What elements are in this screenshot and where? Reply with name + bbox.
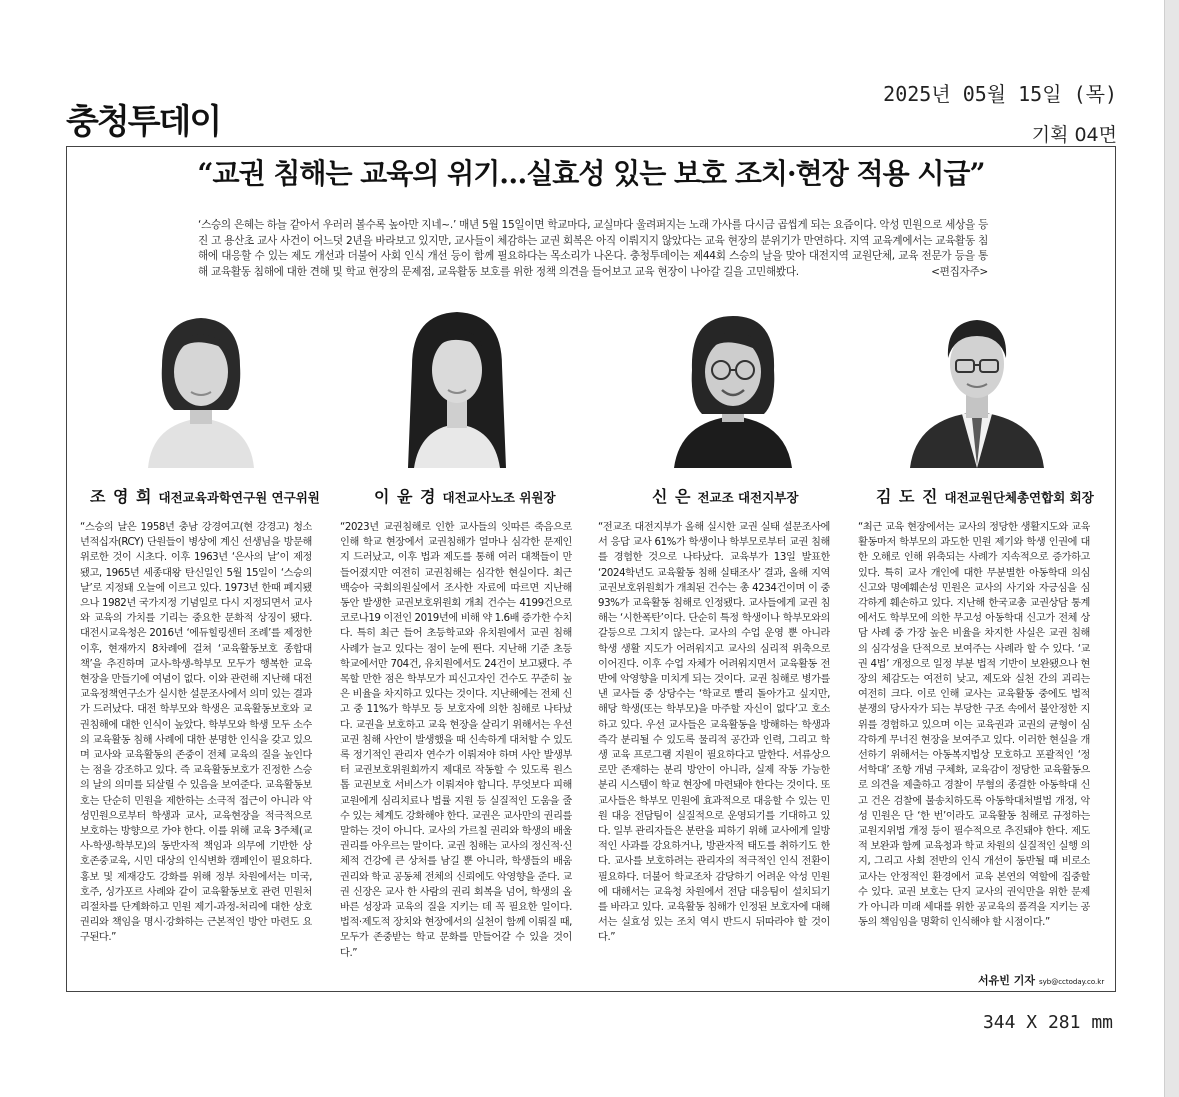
article-headline: “교권 침해는 교육의 위기…실효성 있는 보호 조치·현장 적용 시급” bbox=[197, 157, 985, 190]
person-role: 대전교육과학연구원 연구위원 bbox=[158, 490, 320, 505]
person-role: 대전교사노조 위원장 bbox=[442, 490, 556, 505]
person-name-row-1 bbox=[90, 484, 320, 507]
section-page-number: 기획 04면 bbox=[1031, 124, 1117, 146]
editor-note: <편집자주> bbox=[931, 265, 988, 278]
article-column-4 bbox=[858, 520, 1090, 972]
portrait-photo-4 bbox=[904, 306, 1050, 468]
reporter-email: syb@cctoday.co.kr bbox=[1038, 978, 1105, 986]
article-column-1 bbox=[80, 520, 312, 990]
person-name: 신 은 bbox=[652, 487, 692, 506]
portrait-photo-3 bbox=[660, 306, 806, 468]
quote-text: “전교조 대전지부가 올해 실시한 교권 실태 설문조사에서 응답 교사 61%가 학생이나 학부모로부터 교권 침해를 경험한 것으로 나타났다. 교육부가 13일 발표한 ‘2024학년도 교육활동 침해 실태조사’ 결과, 올해 지역교권보호위원회가 개최된 건수는 총 4234건이며 이 중 93%가 교육활동 침해로 인정됐다. 교사들에게 교권 침해는 ‘시한폭탄’이다. 단순히 특정 학생이나 학부모와의 갈등으로 그치지 않는다. 교사의 수업 운영 뿐 아니라 학생 생활 지도가 어려워지고 교사의 심리적 위축으로 이어진다. 이후 수업 자체가 어려워지면서 교육활동 전반에 악영향을 미치게 되는 것이다. 교권 침해로 병가를 낸 교사들 중 상당수는 ‘학교로 빨리 돌아가고 싶지만, 해당 학생(또는 학부모)을 마주할 자신이 없다’고 호소하고 있다. 우선 교사들은 교육활동을 방해하는 학생과 즉각 분리될 수 있도록 물리적 공간과 인력, 그리고 학생 교육 프로그램 지원이 필요하다고 말한다. 서류상으로만 존재하는 분리 방안이 아니라, 실제 작동 가능한 분리 시스템이 학교 현장에 마련돼야 한다는 것이다. 또 교사들은 학부모 민원에 효과적으로 대응할 수 있는 민원 대응 전담팀이 실질적으로 운영되기를 기대하고 있다. 일부 관리자들은 분란을 피하기 위해 교사에게 일방적인 사과를 강요하거나, 방관자적 태도를 취하기도 한다. 교사를 보호하려는 관리자의 적극적인 인식 전환이 필요하다. 더불어 학교조차 감당하기 어려운 악성 민원에 대해서는 교육청 차원에서 전담 대응팀이 설치되기를 바라고 있다. 교육활동 침해가 인정된 보호자에 대해서는 실효성 있는 조치 역시 반드시 뒤따라야 할 것이다.” bbox=[598, 522, 830, 944]
quote-text: “2023년 교권침해로 인한 교사들의 잇따른 죽음으로 인해 학교 현장에서 교권침해가 얼마나 심각한 문제인지 드러났고, 이후 법과 제도를 통해 여러 대책들이 만들어졌지만 여전히 교권침해는 심각한 현실이다. 최근 백승아 국회의원실에서 조사한 자료에 따르면 지난해 동안 발생한 교권보호위원회 개최 건수는 4199건으로 코로나19 이전인 2019년에 비해 약 1.6배 증가한 수치다. 특히 최근 들어 초등학교와 유치원에서 교권 침해 사례가 늘고 있다는 점이 눈에 띈다. 지난해 기준 초등학교에서만 704건, 유치원에서도 24건이 보고됐다. 주목할 만한 점은 학부모가 피신고자인 건수도 꾸준히 높은 비율을 차지하고 있다는 것이다. 지난해에는 전체 신고 중 11%가 학부모 등 보호자에 의한 침해로 나타났다. 교권을 보호하고 교육 현장을 살리기 위해서는 우선 교권 침해 사안이 발생했을 때 신속하게 대처할 수 있도록 정기적인 관리자 연수가 이뤄져야 하며 사안 발생부터 교권보호위원회까지 제대로 작동할 수 있도록 원스톱 교권보호 서비스가 이뤄져야 합니다. 무엇보다 피해 교원에게 심리치료나 법률 지원 등 실질적인 도움을 줄 수 있는 체계도 강화해야 한다. 교권은 교사만의 권리를 말하는 것이 아니다. 교사의 가르칠 권리와 학생의 배울 권리를 아우르는 말이다. 교권 침해는 교사의 정신적·신체적 건강에 큰 상처를 남길 뿐 아니라, 학생들의 배움 권리와 학교 공동체 전체의 신뢰에도 악영향을 준다. 교권 신장은 교사 한 사람의 권리 회복을 넘어, 학생의 올바른 성장과 교육의 질을 지키는 데 꼭 필요한 일이다. 법적·제도적 장치와 현장에서의 실천이 함께 이뤄질 때, 모두가 존중받는 학교 문화를 만들어갈 수 있을 것이다.” bbox=[340, 522, 572, 959]
person-name: 김 도 진 bbox=[876, 487, 939, 506]
quote-text: “스승의 날은 1958년 충남 강경여고(현 강경고) 청소년적십자(RCY) 단원들이 병상에 계신 선생님을 방문해 위로한 것이 시초다. 이후 1963년 ‘은사의 날’이 제정됐고, 1965년 세종대왕 탄신일인 5월 15일이 ‘스승의 날’로 지정돼 오늘에 이르고 있다. 1973년 한때 폐지됐으나 1982년 국가지정 기념일로 다시 지정되면서 교사와 교육의 가치를 기리는 중요한 문화적 상징이 됐다. 대전시교육청은 2016년 ‘에듀힐링센터 조례’를 제정한 이후, 현재까지 8차례에 걸쳐 ‘교육활동보호 종합대책’을 추진하며 교사-학생-학부모 모두가 행복한 교육 현장을 만들기에 여념이 없다. 이와 관련해 지난해 대전교육정책연구소가 실시한 설문조사에서 의미 있는 결과가 드러났다. 대전 학부모와 학생은 교육활동보호와 교권침해에 대한 인식이 높았다. 학부모와 학생 모두 소수의 교육활동 침해 사례에 대한 분명한 인식을 갖고 있으며 교사와 교육활동의 존중이 전체 교육의 질을 높인다는 점을 강조하고 있다. 즉 교육활동보호가 진정한 스승의 날의 의미를 되살릴 수 있음을 보여준다. 교육활동보호는 단순히 민원을 제한하는 소극적 접근이 아니라 악성민원으로부터 학생과 교사, 교육현장을 적극적으로 보호하는 방향으로 가야 한다. 이를 위해 교육 3주체(교사-학생-학부모)의 동반자적 책임과 의무에 기반한 상호존중교육, 시민 대상의 인식변화 캠페인이 필요하다. 홍보 및 제재강도 강화를 위해 정부 차원에서는 미국, 호주, 싱가포르 사례와 같이 교육활동보호 관련 민원처리절차를 단계화하고 민원 제기-과정-처리에 대한 상호 권리와 책임을 명시·강화하는 근본적인 방안 마련도 요구된다.” bbox=[80, 522, 312, 944]
person-name-row-2 bbox=[374, 484, 556, 507]
portrait-woman-glasses bbox=[660, 306, 806, 468]
page-edge-line bbox=[1164, 0, 1165, 1097]
newspaper-logo: 충청투데이 bbox=[66, 102, 221, 142]
person-role: 전교조 대전지부장 bbox=[697, 490, 799, 505]
article-column-3 bbox=[598, 520, 830, 990]
portrait-woman-short-hair bbox=[128, 306, 274, 468]
portrait-man-suit-glasses bbox=[904, 306, 1050, 468]
portrait-photo-1 bbox=[128, 306, 274, 468]
page-edge bbox=[1165, 0, 1179, 1097]
person-name-row-4 bbox=[876, 484, 1094, 507]
quote-text: “최근 교육 현장에서는 교사의 정당한 생활지도와 교육 활동마저 학부모의 과도한 민원 제기와 학생 인권에 대한 오해로 인해 위축되는 사례가 지속적으로 증가하고 있다. 특히 교사 개인에 대한 무분별한 아동학대 의심 신고와 명예훼손성 민원은 교사의 사기와 자긍심을 심각하게 훼손하고 있다. 지난해 한국교총 교권상담 통계에서도 학부모에 의한 무고성 아동학대 신고가 전체 상담 사례 중 가장 높은 비율을 차지한 사실은 교권 침해의 심각성을 단적으로 보여주는 사례라 할 수 있다. ‘교권 4법’ 개정으로 일정 부분 법적 기반이 보완됐으나 현장의 체감도는 여전히 낮고, 제도와 실천 간의 괴리는 여전히 크다. 이로 인해 교사는 교육활동 중에도 법적 분쟁의 당사자가 되는 부당한 구조 속에서 불안정한 지위를 경험하고 있으며 이는 교육권과 교권의 균형이 심각하게 무너진 현장을 보여주고 있다. 이러한 현실을 개선하기 위해서는 아동복지법상 모호하고 포괄적인 ‘정서학대’ 조항 개념 구체화, 교육감이 정당한 교육활동으로 의견을 제출하고 경찰이 무혐의 종결한 아동학대 신고 건은 검찰에 불송치하도록 아동학대처벌법 개정, 악성 민원은 단 ‘한 번’이라도 교육활동 침해로 규정하는 교원지위법 개정 등이 필수적으로 추진돼야 한다. 제도적 보완과 함께 교육청과 학교 차원의 실질적인 실행 의지, 그리고 사회 전반의 인식 개선이 동반될 때 비로소 교사는 안정적인 환경에서 교육 본연의 역할에 집중할 수 있다. 교권 보호는 단지 교사의 권익만을 위한 문제가 아니라 미래 세대를 위한 공교육의 품격을 지키는 공동의 책임임을 명확히 인식해야 할 시점이다.” bbox=[858, 522, 1090, 929]
publication-date: 2025년 05월 15일 (목) bbox=[883, 82, 1117, 106]
person-role: 대전교원단체총연합회 회장 bbox=[944, 490, 1094, 505]
reporter-byline bbox=[978, 972, 1104, 988]
portrait-photo-2 bbox=[384, 306, 530, 468]
article-column-2 bbox=[340, 520, 572, 990]
portrait-woman-long-hair bbox=[384, 306, 530, 468]
clipping-size: 344 X 281 mm bbox=[982, 1012, 1113, 1033]
person-name-row-3 bbox=[652, 484, 798, 507]
lead-text: ‘스승의 은혜는 하늘 같아서 우러러 볼수록 높아만 지네~.’ 매년 5월 15일이면 학교마다, 교실마다 울려퍼지는 노래 가사를 다시금 곱씹게 되는 요즘이다. 악성 민원으로 세상을 등진 고 용산초 교사 사건이 어느덧 2년을 바라보고 있지만, 교사들이 체감하는 교권 회복은 아직 이뤄지지 않았다는 교육 현장의 분위기가 만연하다. 지역 교육계에서는 교육활동 침해에 대응할 수 있는 제도 개선과 더불어 사회 인식 개선 등이 함께 필요하다는 목소리가 나온다. 충청투데이는 제44회 스승의 날을 맞아 대전지역 교원단체, 교육 전문가 등을 통해 교육활동 침해에 대한 견해 및 학교 현장의 문제점, 교육활동 보호를 위한 정책 의견을 들어보고 교육 현장이 나아갈 길을 고민해봤다. bbox=[198, 219, 988, 278]
person-name: 이 윤 경 bbox=[374, 487, 437, 506]
reporter-name: 서유빈 기자 bbox=[978, 974, 1035, 987]
article-lead bbox=[198, 218, 988, 280]
person-name: 조 영 희 bbox=[90, 487, 153, 506]
